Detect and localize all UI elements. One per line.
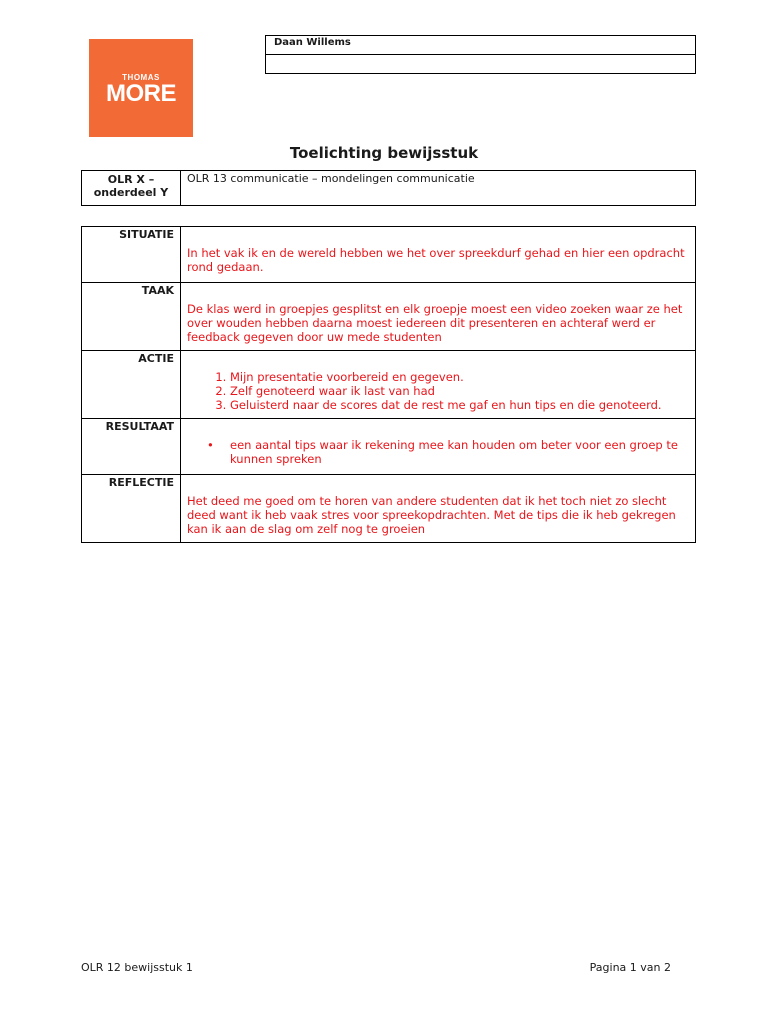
situatie-label: SITUATIE: [82, 227, 181, 283]
reflectie-label: REFLECTIE: [82, 475, 181, 543]
list-item: 1. Mijn presentatie voorbereid en gegeven.: [230, 370, 689, 384]
row-resultaat: [82, 419, 696, 475]
resultaat-content: [181, 419, 696, 475]
thomas-more-logo: [89, 39, 193, 137]
list-item: 2. Zelf genoteerd waar ik last van had: [230, 384, 689, 398]
taak-label: TAAK: [82, 283, 181, 351]
row-actie: [82, 351, 696, 419]
olr-label-line-2: onderdeel Y: [93, 186, 169, 199]
reflectie-text: Het deed me goed om te horen van andere studenten dat ik het toch niet zo slecht deed want ik heb vaak stres voor spreekopdrachten. Met de tips die ik heb gekregen kan ik aan de slag om zelf nog te groeien: [181, 475, 696, 543]
logo-line-2: MORE: [106, 80, 176, 107]
student-name: Daan Willems: [266, 36, 695, 55]
actie-label: ACTIE: [82, 351, 181, 419]
star-table: [81, 226, 696, 543]
row-situatie: [82, 227, 696, 283]
taak-text: De klas werd in groepjes gesplitst en elk groepje moest een video zoeken waar ze het over wouden hebben daarna moest iedereen dit presenteren en achteraf werd er feedback gegeven door uw mede studenten: [181, 283, 696, 351]
olr-value: OLR 13 communicatie – mondelingen communicatie: [181, 171, 696, 206]
actie-content: [181, 351, 696, 419]
olr-label: [82, 171, 181, 206]
footer-page-number: Pagina 1 van 2: [589, 961, 671, 974]
situatie-text: In het vak ik en de wereld hebben we het over spreekdurf gehad en hier een opdracht rond gedaan.: [181, 227, 696, 283]
list-item: • een aantal tips waar ik rekening mee kan houden om beter voor een groep te kunnen spreken: [230, 438, 689, 466]
list-item: 3. Geluisterd naar de scores dat de rest me gaf en hun tips en die genoteerd.: [230, 398, 689, 412]
olr-label-line-1: OLR X –: [107, 173, 155, 186]
logo-line-1: THOMAS: [122, 73, 160, 82]
row-reflectie: [82, 475, 696, 543]
student-name-box: [265, 35, 696, 74]
footer-document-name: OLR 12 bewijsstuk 1: [81, 961, 193, 974]
resultaat-list: [187, 438, 689, 466]
document-title: Toelichting bewijsstuk: [289, 144, 479, 162]
row-taak: [82, 283, 696, 351]
resultaat-label: RESULTAAT: [82, 419, 181, 475]
olr-table: [81, 170, 696, 206]
actie-list: [187, 370, 689, 412]
